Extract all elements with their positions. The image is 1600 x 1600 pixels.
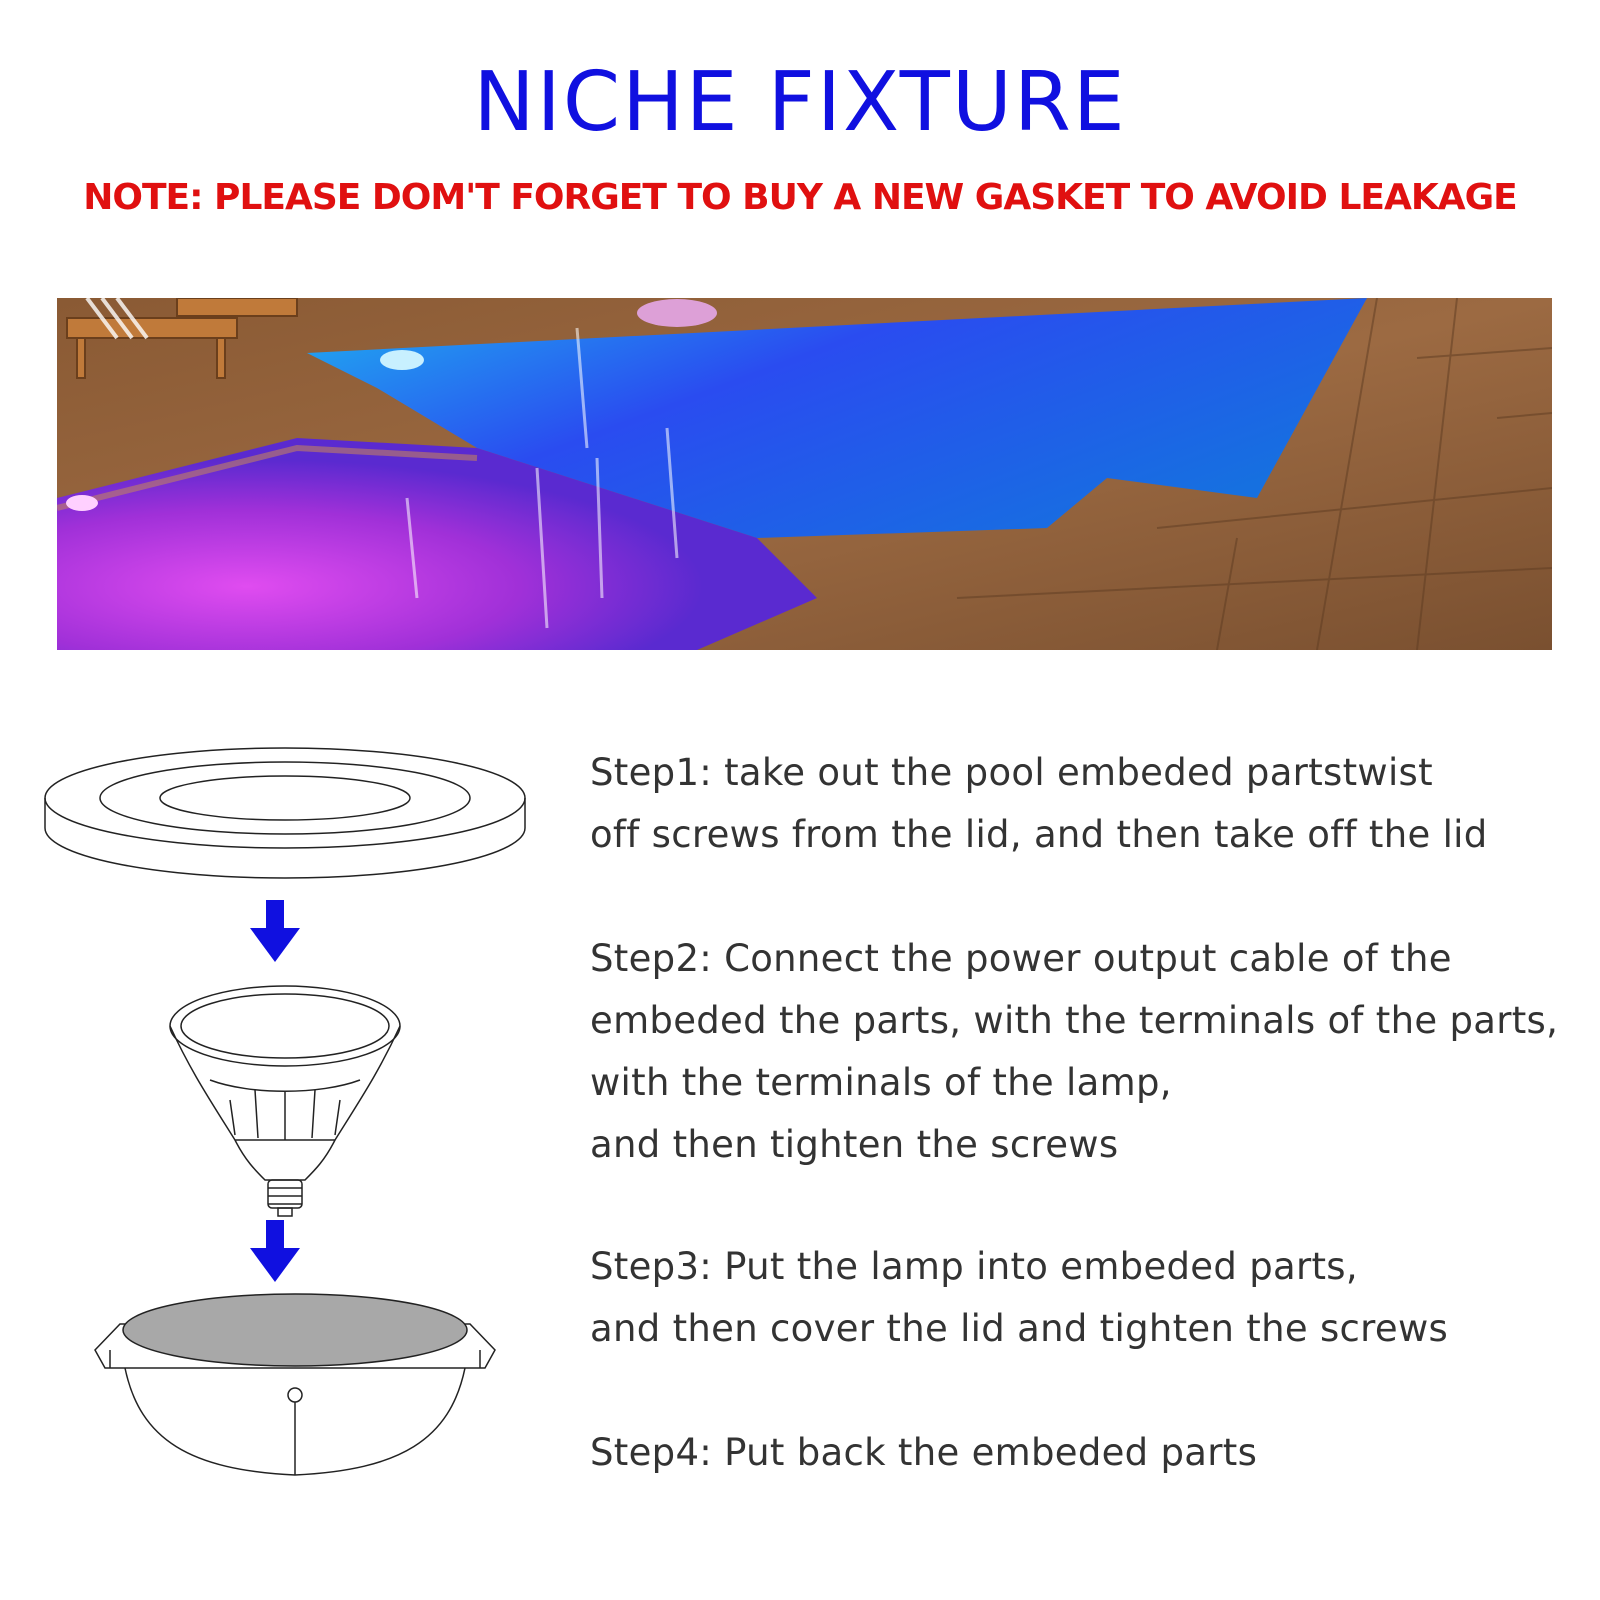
step-1 — [590, 742, 1488, 866]
step-3-line-1: Step3: Put the lamp into embeded parts, — [590, 1245, 1358, 1288]
arrow-down-icon — [250, 900, 300, 962]
step-2-line-4: and then tighten the screws — [590, 1123, 1119, 1166]
niche-housing-icon — [95, 1294, 495, 1475]
page-title: NICHE FIXTURE — [473, 55, 1127, 150]
pool-photo — [57, 298, 1552, 650]
step-1-line-2: off screws from the lid, and then take off the lid — [590, 813, 1488, 856]
step-2 — [590, 928, 1558, 1176]
step-1-line-1: Step1: take out the pool embeded partstwist — [590, 751, 1433, 794]
step-4 — [590, 1422, 1257, 1484]
step-2-line-1: Step2: Connect the power output cable of the — [590, 937, 1452, 980]
arrow-down-icon — [250, 1220, 300, 1282]
installation-diagram — [30, 740, 570, 1520]
step-2-line-2: embeded the parts, with the terminals of the parts, — [590, 999, 1559, 1042]
step-2-line-3: with the terminals of the lamp, — [590, 1061, 1172, 1104]
step-4-line-1: Step4: Put back the embeded parts — [590, 1431, 1258, 1474]
step-3-line-2: and then cover the lid and tighten the screws — [590, 1307, 1449, 1350]
lamp-bulb-icon — [170, 986, 400, 1216]
step-3 — [590, 1236, 1448, 1360]
lid-ring-icon — [45, 748, 525, 878]
gasket-note: NOTE: PLEASE DOM'T FORGET TO BUY A NEW GASKET TO AVOID LEAKAGE — [83, 177, 1517, 218]
